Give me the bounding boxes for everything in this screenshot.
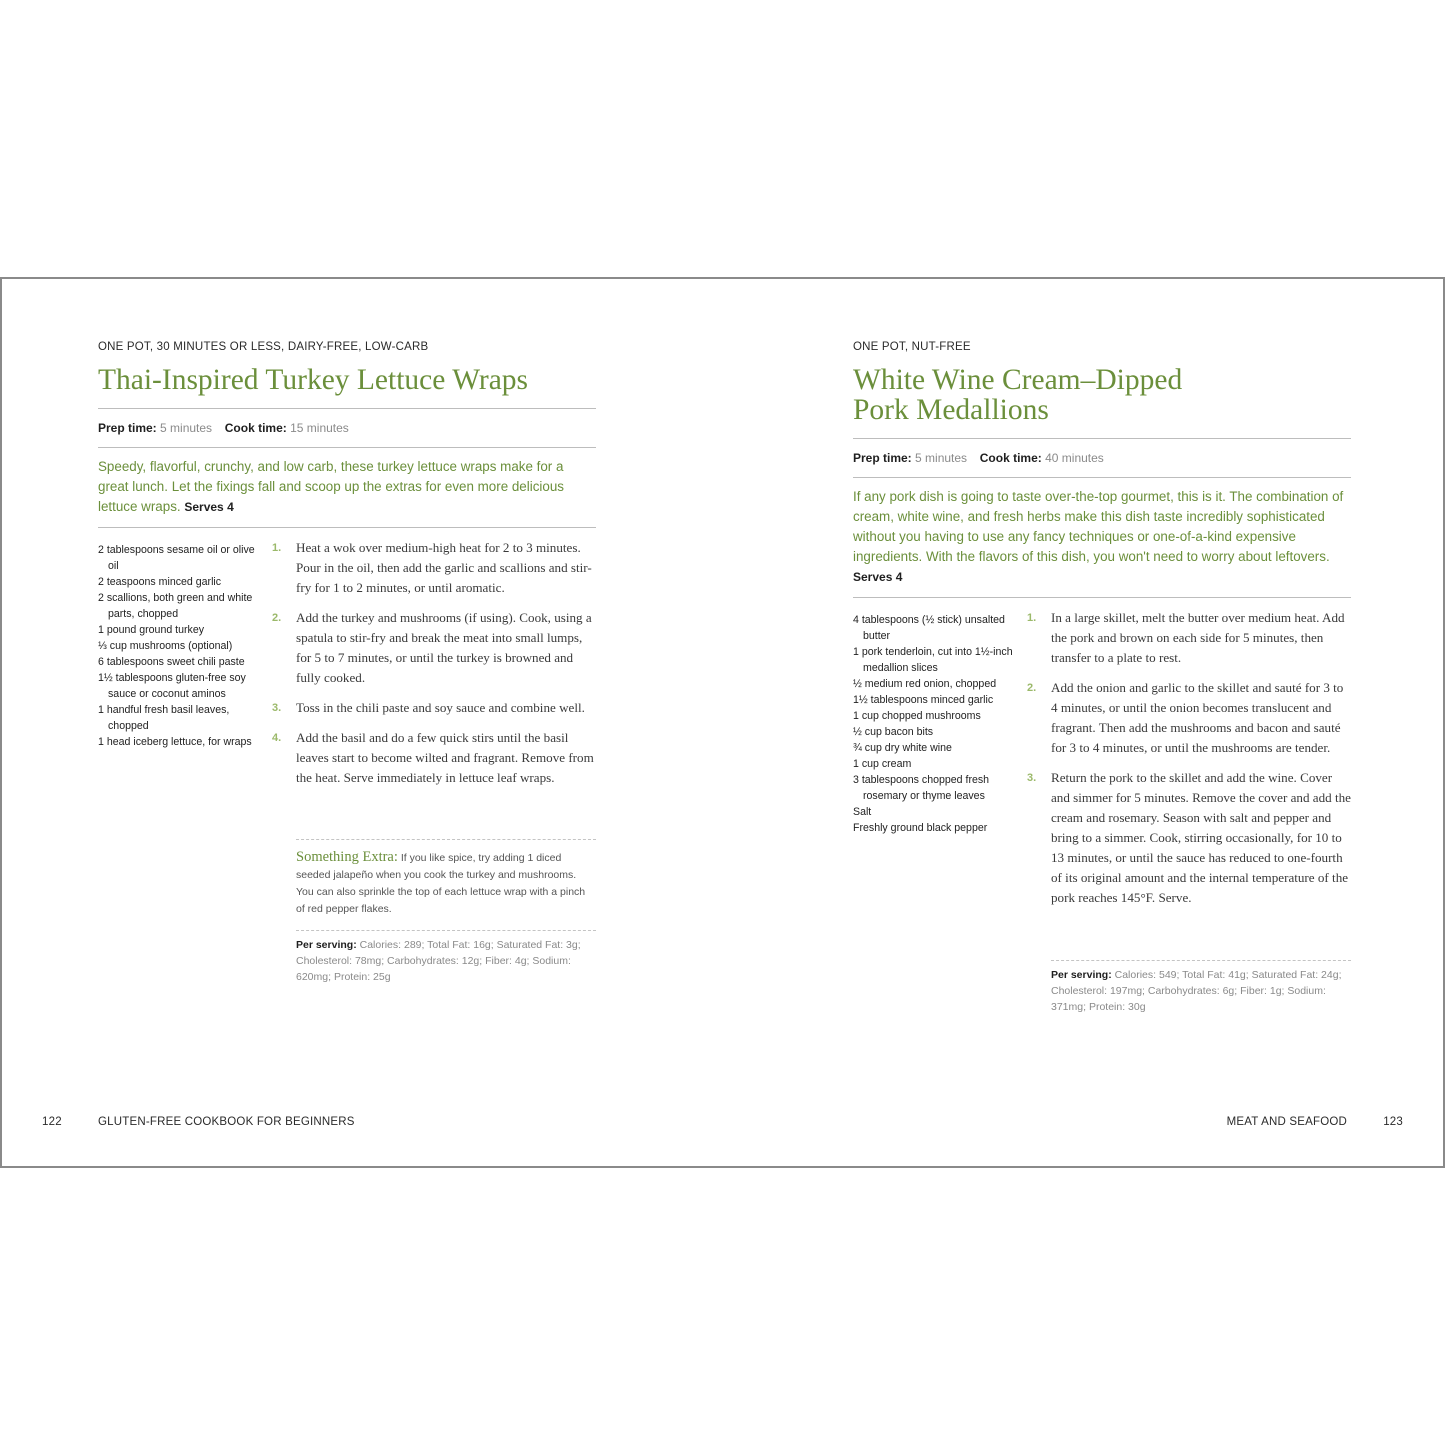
ingredient-item: 1 pork tenderloin, cut into 1½-inch medallion slices [853, 646, 1013, 674]
prep-time-label: Prep time: [853, 451, 912, 465]
step-text: Add the turkey and mushrooms (if using). Cook, using a spatula to stir-fry and break the meat into small lumps, for 5 to 7 minutes, or until the turkey is browned and fully cooked. [296, 610, 592, 685]
something-extra-text: If you like spice, try adding 1 diced seeded jalapeño when you cook the turkey and mushrooms. You can also sprinkle the top of each lettuce wrap with a pinch of red pepper flakes. [296, 852, 586, 915]
nutrition-divider [1051, 960, 1351, 961]
something-extra-label: Something Extra: [296, 849, 398, 865]
method-step [1027, 608, 1351, 668]
recipe-intro [98, 457, 596, 517]
recipe-times [853, 451, 1104, 465]
ingredient-item: 1 cup chopped mushrooms [853, 710, 981, 722]
recipe-title-line: Pork Medallions [853, 394, 1049, 426]
intro-text: If any pork dish is going to taste over-the-top gourmet, this is it. The combination of cream, white wine, and fresh herbs make this dish taste incredibly sophisticated without you having to use any fancy techniques or one-of-a-kind expensive ingredients. With the flavors of this dish, you won't need to worry about leftovers. [853, 489, 1344, 564]
running-head-right: MEAT AND SEAFOOD [1226, 1116, 1347, 1128]
ingredient-item: 1 cup cream [853, 758, 912, 770]
ingredient-item: Freshly ground black pepper [853, 822, 988, 834]
ingredient-item: ½ cup bacon bits [853, 726, 934, 738]
intro-rule [98, 527, 596, 528]
ingredient-item: 2 tablespoons sesame oil or olive oil [98, 544, 255, 572]
page-number-left: 122 [42, 1116, 62, 1128]
cook-time-value: 40 minutes [1045, 451, 1104, 465]
serves-label: Serves 4 [853, 570, 903, 584]
ingredient-item: Salt [853, 806, 872, 818]
intro-rule [853, 597, 1351, 598]
cook-time-label: Cook time: [224, 421, 287, 435]
ingredient-item: ¾ cup dry white wine [853, 742, 952, 754]
nutrition-info [1051, 967, 1351, 1015]
ingredient-item: 1 pound ground turkey [98, 624, 205, 636]
method-step [272, 608, 596, 688]
method-steps [272, 538, 596, 798]
step-number: 2. [1027, 682, 1037, 694]
recipe-categories: ONE POT, 30 MINUTES OR LESS, DAIRY-FREE, LOW-CARB [98, 341, 429, 353]
times-rule [98, 447, 596, 448]
method-step [272, 538, 596, 598]
nutrition-text: Calories: 289; Total Fat: 16g; Saturated Fat: 3g; Cholesterol: 78mg; Carbohydrates: 12g; Fiber: 4g; Sodium: 620mg; Protein: 25g [296, 939, 581, 983]
cook-time-value: 15 minutes [290, 421, 349, 435]
ingredient-item: 6 tablespoons sweet chili paste [98, 656, 245, 668]
title-rule [853, 438, 1351, 439]
page-number-right: 123 [1383, 1116, 1403, 1128]
title-rule [98, 408, 596, 409]
step-number: 2. [272, 612, 282, 624]
ingredient-list [853, 612, 1018, 836]
step-text: Return the pork to the skillet and add the wine. Cover and simmer for 5 minutes. Remove the cover and add the cream and rosemary. Season with salt and pepper and bring to a simmer. Cook, stirring occasionally, for 10 to 13 minutes, or until the sauce has reduced to one-fourth of its original amount and the internal temperature of the pork reaches 145°F. Serve. [1051, 770, 1351, 905]
prep-time-value: 5 minutes [160, 421, 213, 435]
ingredient-item: 1 handful fresh basil leaves, chopped [98, 704, 230, 732]
times-rule [853, 477, 1351, 478]
step-number: 1. [272, 542, 282, 554]
cook-time-label: Cook time: [979, 451, 1042, 465]
ingredient-list [98, 542, 263, 750]
nutrition-text: Calories: 549; Total Fat: 41g; Saturated Fat: 24g; Cholesterol: 197mg; Carbohydrates: 6g; Fiber: 1g; Sodium: 371mg; Protein: 30g [1051, 969, 1342, 1013]
step-text: In a large skillet, melt the butter over medium heat. Add the pork and brown on each side for 5 minutes, then transfer to a plate to rest. [1051, 610, 1345, 665]
step-text: Toss in the chili paste and soy sauce and combine well. [296, 700, 585, 715]
method-step [272, 728, 596, 788]
recipe-categories: ONE POT, NUT-FREE [853, 341, 971, 353]
step-text: Heat a wok over medium-high heat for 2 to 3 minutes. Pour in the oil, then add the garlic and scallions and stir-fry for 1 to 2 minutes, or until aromatic. [296, 540, 592, 595]
ingredient-item: 2 teaspoons minced garlic [98, 576, 222, 588]
nutrition-info [296, 937, 596, 985]
ingredient-item: ½ medium red onion, chopped [853, 678, 997, 690]
prep-time-value: 5 minutes [915, 451, 968, 465]
serves-label: Serves 4 [184, 500, 234, 514]
recipe-title-line: White Wine Cream–Dipped [853, 364, 1183, 396]
ingredient-item: 2 scallions, both green and white parts, chopped [98, 592, 253, 620]
recipe-title: Thai-Inspired Turkey Lettuce Wraps [98, 364, 529, 396]
ingredient-item: ⅓ cup mushrooms (optional) [98, 640, 233, 652]
intro-text: Speedy, flavorful, crunchy, and low carb, these turkey lettuce wraps make for a great lunch. Let the fixings fall and scoop up the extras for even more delicious lettuce wraps. [98, 459, 564, 514]
something-extra-note [296, 849, 596, 918]
method-step [1027, 678, 1351, 758]
ingredient-item: 1 head iceberg lettuce, for wraps [98, 736, 252, 748]
prep-time-label: Prep time: [98, 421, 157, 435]
ingredient-item: 3 tablespoons chopped fresh rosemary or thyme leaves [853, 774, 990, 802]
method-step [272, 698, 596, 718]
book-spread [0, 277, 1445, 1168]
step-number: 3. [1027, 772, 1037, 784]
ingredient-item: 4 tablespoons (½ stick) unsalted butter [853, 614, 1005, 642]
left-page [98, 279, 596, 1166]
recipe-times [98, 421, 349, 435]
method-step [1027, 768, 1351, 908]
step-text: Add the basil and do a few quick stirs until the basil leaves start to become wilted and fragrant. Remove from the heat. Serve immediately in lettuce leaf wraps. [296, 730, 594, 785]
step-number: 4. [272, 732, 282, 744]
nutrition-label: Per serving: [1051, 969, 1112, 981]
nutrition-label: Per serving: [296, 939, 357, 951]
ingredient-item: 1½ tablespoons gluten-free soy sauce or coconut aminos [98, 672, 246, 700]
method-steps [1027, 608, 1351, 918]
extra-divider [296, 839, 596, 840]
recipe-title [853, 365, 1373, 425]
step-number: 1. [1027, 612, 1037, 624]
ingredient-item: 1½ tablespoons minced garlic [853, 694, 994, 706]
nutrition-divider [296, 930, 596, 931]
right-page [853, 279, 1351, 1166]
running-head-left: GLUTEN-FREE COOKBOOK FOR BEGINNERS [98, 1116, 355, 1128]
step-number: 3. [272, 702, 282, 714]
step-text: Add the onion and garlic to the skillet and sauté for 3 to 4 minutes, or until the onion becomes translucent and fragrant. Then add the mushrooms and bacon and sauté for 3 to 4 minutes, or until the mushrooms are tender. [1051, 680, 1344, 755]
recipe-intro [853, 487, 1351, 587]
